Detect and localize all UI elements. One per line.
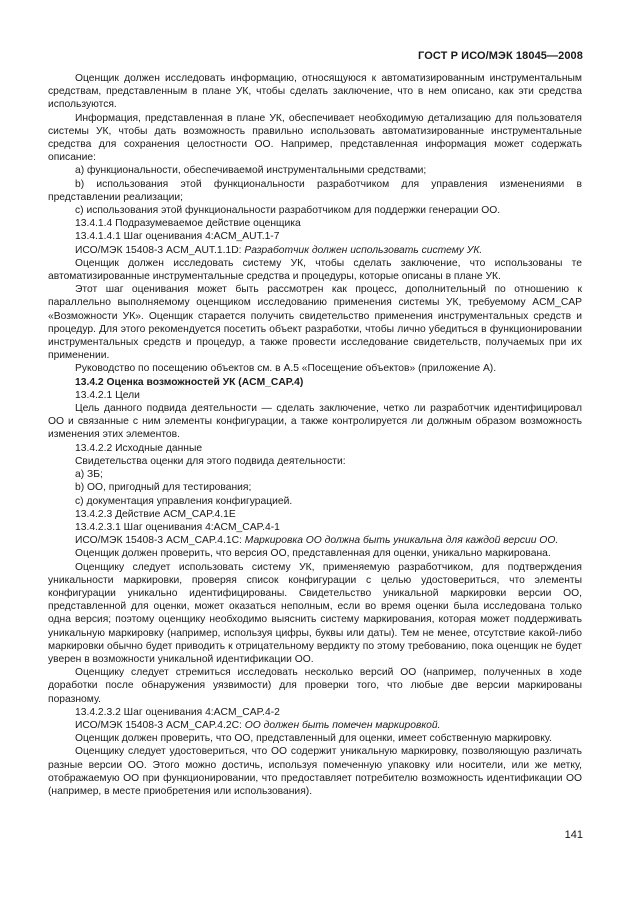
paragraph-text: Оценщик должен исследовать информацию, относящуюся к автоматизированным инструментальным средствам, представленным в плане УК, чтобы сделать заключение, что в нем описано, как эти средства используются. [48,73,582,111]
paragraph-text: а) ЗБ; [75,469,103,481]
paragraph-text: Свидетельства оценки для этого подвида деятельности: [75,455,346,467]
paragraph-text: c) использования этой функциональности разработчиком для поддержки генерации ОО. [75,205,501,217]
paragraph [48,534,582,547]
paragraph [48,376,582,389]
paragraph-text: Этот шаг оценивания может быть рассмотрен как процесс, дополнительный по отношению к параллельно выполняемому оценщиком исследованию применения системы УК, требуемому ACM_CAP «Возможности УК». Оценщик старается получить свидетельство применения инструментальных средств и процедур. Для этого рекомендуется посетить объект разработки, чтобы лично убедиться в функционировании инструментальных средств и процедур, а также провести исследование свидетельств, получаемых при их применении. [48,284,582,362]
paragraph-text: 13.4.1.4 Подразумеваемое действие оценщика [75,218,301,230]
paragraph-text: ИСО/МЭК 15408-3 ACM_CAP.4.2C: [75,719,245,731]
paragraph-text: 13.4.2.3.1 Шаг оценивания 4:ACM_CAP.4-1 [75,521,280,533]
paragraph-text: ИСО/МЭК 15408-3 ACM_AUT.1.1D: [75,244,245,256]
paragraph-text: 13.4.2.3.2 Шаг оценивания 4:ACM_CAP.4-2 [75,706,280,718]
paragraph [48,666,582,706]
paragraph-text: Оценщик должен исследовать систему УК, чтобы сделать заключение, что использованы те автоматизированные инструментальные средства и процедуры, которые описаны в плане УК. [48,257,582,283]
paragraph [48,719,582,732]
paragraph-emphasis: Разработчик должен использовать систему УК. [244,244,483,256]
paragraph-text: Оценщику следует стремиться исследовать несколько версий ОО (например, полученных в ходе доработки после обнаружения уязвимости) для проверки того, что любые две версии маркированы поразному. [48,667,582,705]
paragraph-text: Оценщик должен проверить, что ОО, представленный для оценки, имеет собственную маркировку. [75,733,552,745]
paragraph [48,508,582,521]
paragraph [48,495,582,508]
paragraph [48,244,582,257]
paragraph [48,561,582,667]
paragraph [48,72,582,112]
paragraph [48,112,582,165]
paragraph-emphasis: Маркировка ОО должна быть уникальна для каждой версии ОО. [244,535,559,547]
paragraph [48,164,582,177]
paragraph [48,283,582,362]
paragraph [48,521,582,534]
paragraph [48,204,582,217]
paragraph [48,230,582,243]
paragraph-text: b) использования этой функциональности разработчиком для управления изменениями в представлении реализации; [48,178,582,203]
paragraph-text: Цель данного подвида деятельности — сделать заключение, четко ли разработчик идентифицировал ОО и связанные с ним элементы конфигурации, а также контролируется ли должным образом возможность изменения этих элементов. [48,403,582,441]
paragraph-text: 13.4.2.2 Исходные данные [75,442,203,454]
page-number: 141 [564,829,583,841]
paragraph [48,455,582,468]
paragraph-text: 13.4.2.3 Действие ACM_CAP.4.1E [75,508,236,520]
paragraph-text: Информация, представленная в плане УК, обеспечивает необходимую детализацию для пользователя системы УК, чтобы дать возможность правильно использовать автоматизированные инструментальные средства для сохранения целостности ОО. Например, представленная информация может содержать описание: [48,112,582,164]
paragraph-text: а) функциональности, обеспечиваемой инструментальными средствами; [75,165,427,177]
paragraph [48,217,582,230]
paragraph [48,468,582,481]
paragraph-text: 13.4.2.1 Цели [75,389,140,401]
paragraph [48,442,582,455]
paragraph-text: 13.4.2 Оценка возможностей УК (ACM_CAP.4) [75,376,304,388]
paragraph-text: 13.4.1.4.1 Шаг оценивания 4:ACM_AUT.1-7 [75,231,280,243]
paragraph [48,389,582,402]
document-body [48,72,582,798]
paragraph-text: c) документация управления конфигурацией. [75,495,293,507]
paragraph [48,745,582,798]
paragraph-text: Оценщику следует использовать систему УК, применяемую разработчиком, для подтверждения уникальности маркировки, проверяя список конфигурации с целью удостовериться, что элементы конфигурации уникально идентифицированы. Свидетельство уникальной маркировки версии ОО, представленной для оценки, может оказаться неполным, если во время оценки была исследована только одна версия; поэтому оценщику необходимо выяснить систему маркирования, которая может поддерживать уникальную маркировку (например, используя цифры, буквы или даты). Тем не менее, отсутствие какой-либо маркировки обычно будет приводить к отрицательному вердикту по этому требованию, пока оценщик не будет уверен в возможности уникальной идентификации ОО. [48,561,582,665]
paragraph [48,257,582,283]
paragraph-emphasis: ОО должен быть помечен маркировкой. [244,719,441,731]
paragraph [48,706,582,719]
paragraph [48,481,582,494]
paragraph [48,362,582,375]
page-header: ГОСТ Р ИСО/МЭК 18045—2008 [418,50,583,62]
paragraph-text: Оценщик должен проверить, что версия ОО, представленная для оценки, уникально маркирована. [75,548,551,560]
paragraph-text: ИСО/МЭК 15408-3 ACM_CAP.4.1C: [75,535,245,547]
paragraph [48,178,582,204]
paragraph-text: Руководство по посещению объектов см. в А.5 «Посещение объектов» (приложение А). [75,363,497,375]
paragraph [48,547,582,560]
paragraph [48,402,582,442]
paragraph-text: Оценщику следует удостовериться, что ОО содержит уникальную маркировку, позволяющую различать разные версии ОО. Этого можно достичь, используя помеченную упаковку или носители, или же метку, отображаемую ОО при функционировании, что предоставляет потребителю возможность идентификации ОО (например, в месте приобретения или использования). [48,746,582,797]
paragraph-text: b) ОО, пригодный для тестирования; [75,482,252,494]
paragraph [48,732,582,745]
